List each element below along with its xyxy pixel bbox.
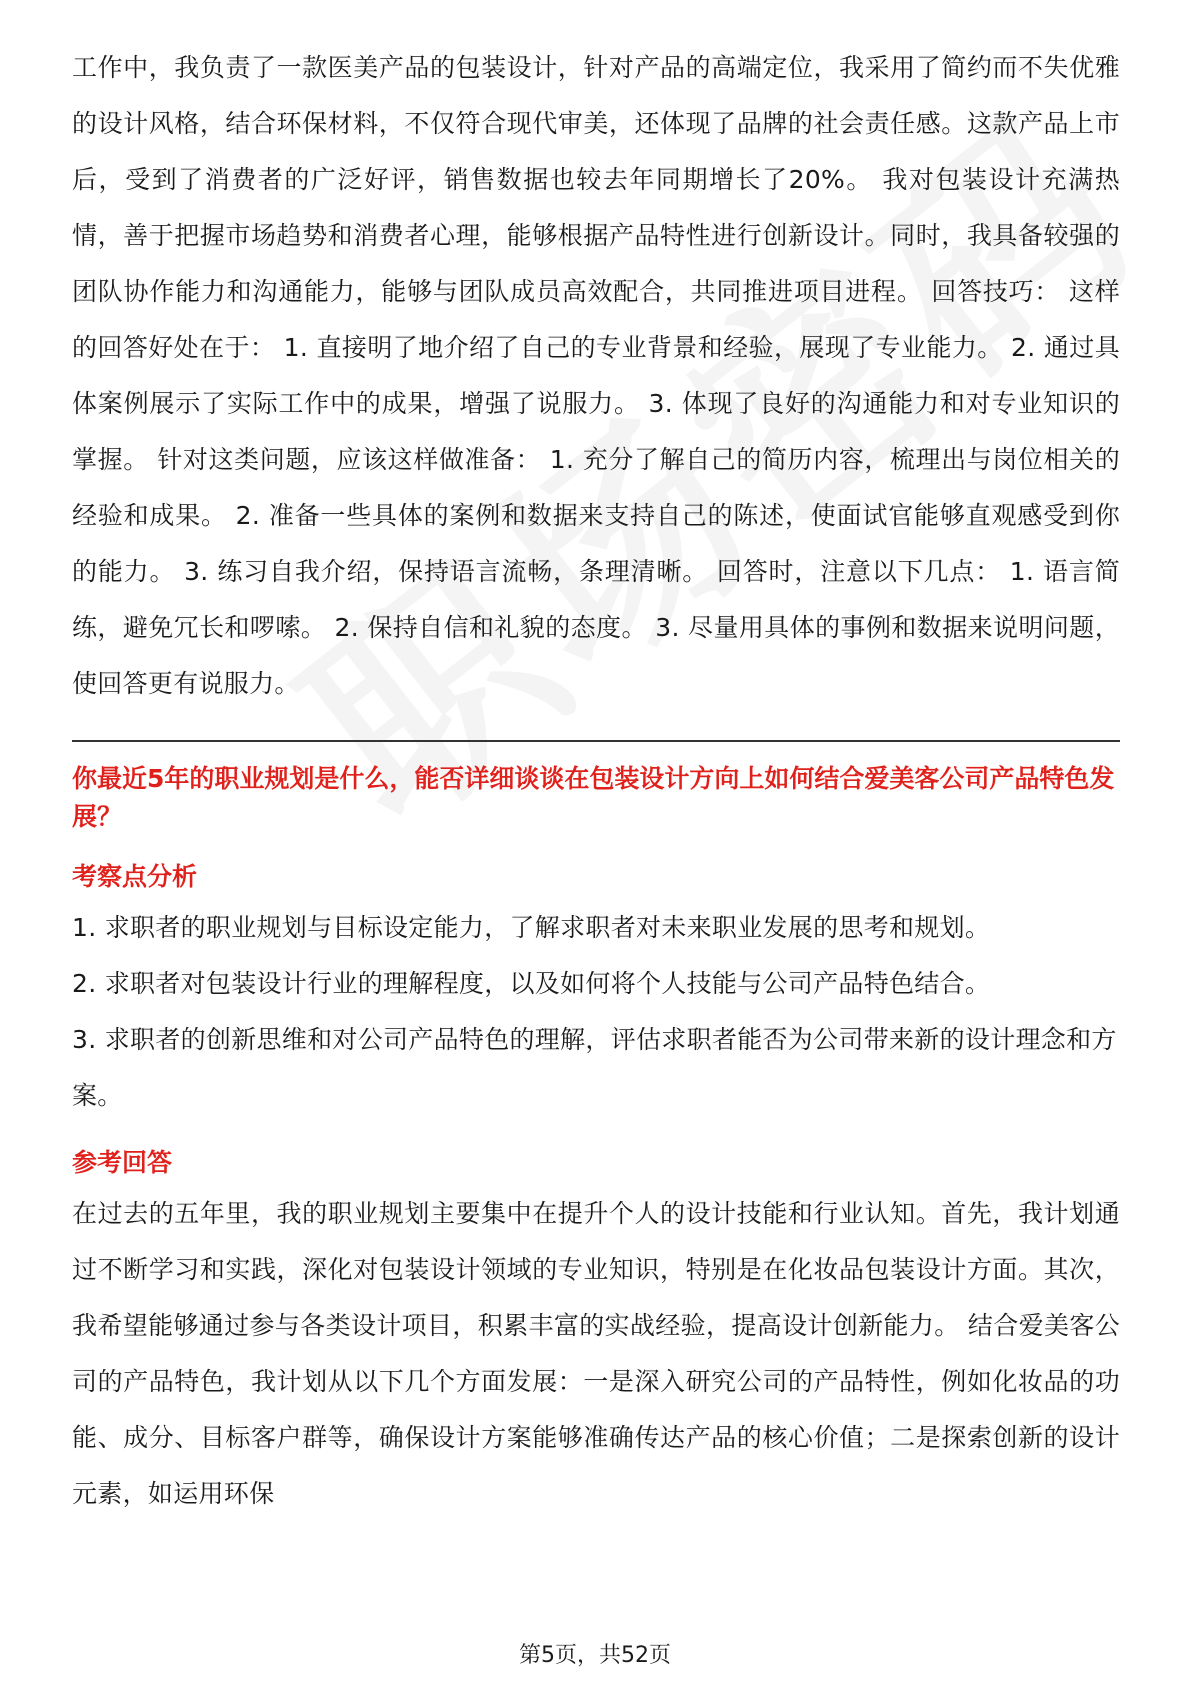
reference-answer-title: 参考回答	[72, 1148, 173, 1177]
analysis-title: 考察点分析	[72, 862, 198, 891]
reference-answer-text: 在过去的五年里，我的职业规划主要集中在提升个人的设计技能和行业认知。首先，我计划通过不断学习和实践，深化对包装设计领域的专业知识，特别是在化妆品包装设计方面。其次，我希望能够通过参与各类设计项目，积累丰富的实战经验，提高设计创新能力。 结合爱美客公司的产品特色，我计划从以下几个方面发展：一是深入研究公司的产品特性，例如化妆品的功能、成分、目标客户群等，确保设计方案能够准确传达产品的核心价值；二是探索创新的设计元素，如运用环保	[72, 1199, 1120, 1508]
analysis-point: 2. 求职者对包装设计行业的理解程度，以及如何将个人技能与公司产品特色结合。	[72, 969, 991, 998]
analysis-point: 1. 求职者的职业规划与目标设定能力，了解求职者对未来职业发展的思考和规划。	[72, 913, 991, 942]
analysis-point: 3. 求职者的创新思维和对公司产品特色的理解，评估求职者能否为公司带来新的设计理念和方案。	[72, 1025, 1117, 1110]
document-page	[72, 40, 1120, 1522]
analysis-points	[72, 900, 1120, 1124]
page-number: 第5页，共52页	[519, 1643, 671, 1668]
section-divider	[72, 740, 1120, 742]
interview-question: 你最近5年的职业规划是什么，能否详细谈谈在包装设计方向上如何结合爱美客公司产品特色发展？	[72, 764, 1115, 831]
intro-paragraph: 工作中，我负责了一款医美产品的包装设计，针对产品的高端定位，我采用了简约而不失优雅的设计风格，结合环保材料，不仅符合现代审美，还体现了品牌的社会责任感。这款产品上市后，受到了消费者的广泛好评，销售数据也较去年同期增长了20%。 我对包装设计充满热情，善于把握市场趋势和消费者心理，能够根据产品特性进行创新设计。同时，我具备较强的团队协作能力和沟通能力，能够与团队成员高效配合，共同推进项目进程。 回答技巧： 这样的回答好处在于： 1. 直接明了地介绍了自己的专业背景和经验，展现了专业能力。 2. 通过具体案例展示了实际工作中的成果，增强了说服力。 3. 体现了良好的沟通能力和对专业知识的掌握。 针对这类问题，应该这样做准备： 1. 充分了解自己的简历内容，梳理出与岗位相关的经验和成果。 2. 准备一些具体的案例和数据来支持自己的陈述，使面试官能够直观感受到你的能力。 3. 练习自我介绍，保持语言流畅，条理清晰。 回答时，注意以下几点： 1. 语言简练，避免冗长和啰嗦。 2. 保持自信和礼貌的态度。 3. 尽量用具体的事例和数据来说明问题，使回答更有说服力。	[72, 53, 1120, 698]
